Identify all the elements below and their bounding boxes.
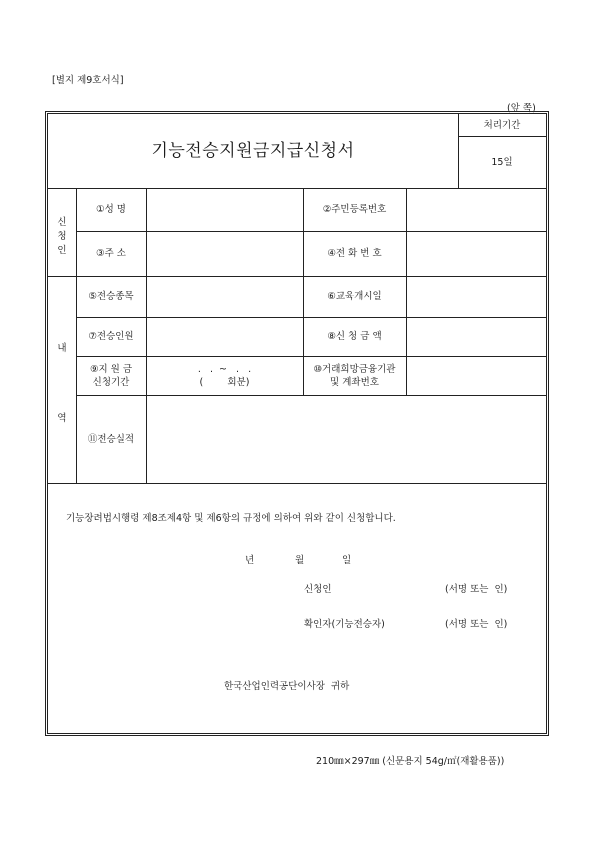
- bank-label: [303, 356, 406, 395]
- trainees-field[interactable]: [149, 321, 303, 354]
- craft-label: ⑤전승종목: [88, 291, 134, 302]
- amount-field[interactable]: [409, 321, 547, 354]
- rrn-label: ②주민등록번호: [322, 204, 387, 215]
- edu-start-label: ⑥교육개시일: [327, 291, 382, 302]
- period-dates: . . ~ . .: [197, 363, 252, 375]
- edu-start-field[interactable]: [409, 280, 547, 315]
- application-form: [47, 113, 547, 734]
- details-section-char-2: 역: [57, 413, 67, 424]
- trainees-label: ⑦전승인원: [88, 331, 134, 342]
- period-label-line-2: 신청기간: [92, 376, 130, 388]
- processing-period-label: 처리기간: [483, 119, 521, 131]
- amount-label: ⑧신 청 금 액: [327, 331, 382, 342]
- processing-period-value: 15일: [491, 156, 513, 168]
- addressee: 한국산업인력공단이사장 귀하: [224, 681, 350, 692]
- bank-label-line-1: ⑩거래희망금융기관: [313, 363, 396, 375]
- bank-label-line-2: 및 계좌번호: [330, 376, 379, 388]
- rrn-field[interactable]: [409, 192, 547, 229]
- period-label-line-1: ⑨지 원 금: [89, 363, 133, 375]
- period-label: [76, 356, 146, 395]
- period-count: ( 회분): [199, 376, 250, 388]
- page-side-label: (앞 쪽): [507, 103, 536, 114]
- declaration-text: 기능장려법시행령 제8조제4항 및 제6항의 규정에 의하여 위와 같이 신청합니다.: [66, 513, 396, 524]
- name-label: ①성 명: [96, 204, 126, 215]
- applicant-section-char-3: 인: [57, 245, 67, 256]
- period-value[interactable]: [146, 356, 303, 395]
- form-number: [별지 제9호서식]: [52, 75, 124, 86]
- craft-field[interactable]: [149, 280, 303, 315]
- form-title: 기능전승지원금지급신청서: [151, 140, 355, 161]
- applicant-sign-note[interactable]: (서명 또는 인): [445, 584, 508, 595]
- bank-account-field[interactable]: [409, 360, 547, 393]
- date-month: 월: [295, 555, 305, 566]
- confirmer-sign-label: 확인자(기능전승자): [304, 619, 385, 630]
- applicant-sign-label: 신청인: [304, 584, 332, 595]
- confirmer-sign-note[interactable]: (서명 또는 인): [445, 619, 508, 630]
- address-label: ③주 소: [96, 248, 126, 259]
- address-field[interactable]: [149, 235, 303, 274]
- phone-label: ④전 화 번 호: [327, 248, 382, 259]
- applicant-section-char-2: 청: [57, 231, 67, 242]
- name-field[interactable]: [149, 192, 303, 229]
- details-section-char-1: 내: [57, 343, 67, 354]
- record-label: ⑪전승실적: [87, 433, 135, 445]
- phone-field[interactable]: [409, 235, 547, 274]
- date-day: 일: [342, 555, 352, 566]
- applicant-section-char-1: 신: [57, 217, 67, 228]
- date-year: 년: [245, 555, 255, 566]
- paper-spec-note: 210㎜×297㎜ (신문용지 54g/㎡(재활용품)): [316, 756, 505, 767]
- record-field[interactable]: [149, 399, 547, 483]
